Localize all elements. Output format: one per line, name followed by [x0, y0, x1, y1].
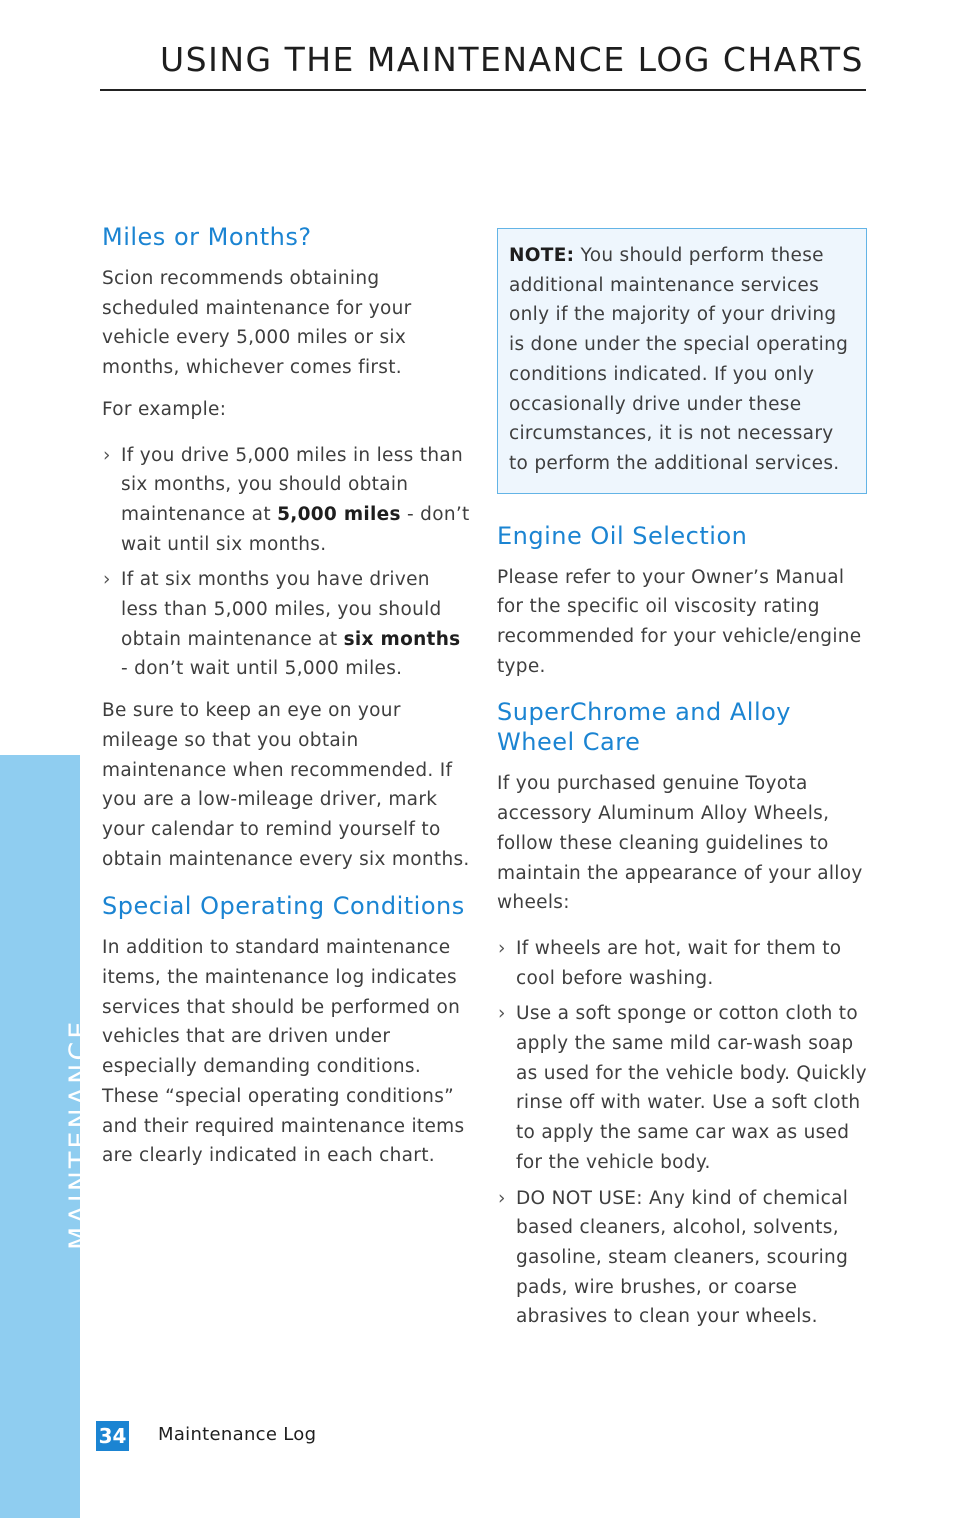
engine-oil-heading: Engine Oil Selection [497, 521, 748, 550]
side-section-label: MAINTENANCE [64, 1018, 95, 1250]
left-column [102, 222, 472, 1171]
page-title: USING THE MAINTENANCE LOG CHARTS [159, 40, 864, 79]
page-number: 34 [96, 1421, 129, 1451]
miles-paragraph-1: Scion recommends obtaining scheduled maintenance for your vehicle every 5,000 miles or six months, whichever comes first. [102, 268, 412, 379]
wheel-care-bullet-list [497, 934, 867, 1332]
wheel-care-heading: SuperChrome and Alloy Wheel Care [497, 698, 791, 757]
miles-or-months-heading: Miles or Months? [102, 223, 312, 251]
footer-section-title: Maintenance Log [158, 1424, 317, 1445]
note-callout [497, 228, 867, 494]
list-item: › DO NOT USE: Any kind of chemical based cleaners, alcohol, solvents, gasoline, steam cleaners, scouring pads, wire brushes, or coarse abrasives to clean your wheels. [497, 1184, 867, 1333]
list-item: › If at six months you have driven less than 5,000 miles, you should obtain maintenance at six months - don’t wait until 5,000 miles. [102, 565, 472, 684]
list-item: › If you drive 5,000 miles in less than six months, you should obtain maintenance at 5,000 miles - don’t wait until six months. [102, 441, 472, 560]
special-conditions-heading: Special Operating Conditions [102, 892, 465, 921]
title-divider [100, 89, 866, 91]
bullet-chevron-icon: › [498, 937, 506, 959]
list-item: › Use a soft sponge or cotton cloth to apply the same mild car-wash soap as used for the vehicle body. Quickly rinse off with water. Use a soft cloth to apply the same car wax as used for the vehicle body. [497, 999, 867, 1177]
note-label: NOTE: [509, 245, 575, 266]
bullet-chevron-icon: › [498, 1003, 506, 1025]
list-item: › If wheels are hot, wait for them to cool before washing. [497, 934, 867, 993]
bold-mileage: 5,000 miles [277, 503, 401, 525]
bullet-chevron-icon: › [498, 1187, 506, 1209]
bold-months: six months [343, 628, 461, 650]
wheel-care-paragraph: If you purchased genuine Toyota accessory Aluminum Alloy Wheels, follow these cleaning guidelines to maintain the appearance of your alloy wheels: [497, 773, 863, 914]
bullet-chevron-icon: › [103, 569, 111, 591]
special-paragraph-1: In addition to standard maintenance items, the maintenance log indicates services that should be performed on vehicles that are driven under especially demanding conditions. These “special operating conditions” and their required maintenance items are clearly indicated in each chart. [102, 937, 465, 1167]
right-column [497, 228, 867, 1332]
bullet-chevron-icon: › [103, 444, 111, 466]
miles-paragraph-3: Be sure to keep an eye on your mileage so that you obtain maintenance when recommended. If you are a low-mileage driver, mark your calendar to remind yourself to obtain maintenance every six months. [102, 700, 470, 870]
note-text: You should perform these additional maintenance services only if the majority of your driving is done under the special operating conditions indicated. If you only occasionally drive under these circumstances, it is not necessary to perform the additional services. [509, 245, 849, 474]
miles-bullet-list [102, 441, 472, 685]
engine-oil-paragraph: Please refer to your Owner’s Manual for the specific oil viscosity rating recommended for your vehicle/engine type. [497, 566, 862, 677]
miles-paragraph-2: For example: [102, 398, 227, 420]
